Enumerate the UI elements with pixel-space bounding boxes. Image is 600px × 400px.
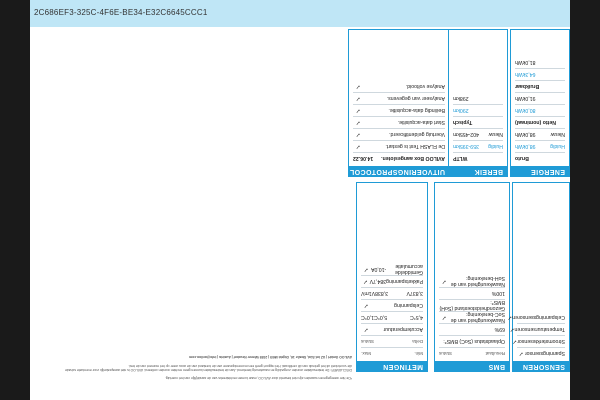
col-wltp: WLTP (453, 155, 468, 162)
check-icon: ✓ (363, 302, 369, 308)
bms-row: Nauwkeurigheid van de SoH-berekening: ✓ (439, 276, 505, 287)
section-energie: ENERGIE Bruto Huidig 98,0kWh Nieuw 98,0kWh Netto (nominaal) 80,0kWh 91,0kWh Bruikbaar 64,3kWh 81,0kWh (510, 29, 570, 177)
sensor-row: Stroomsterktesensor ✓ (517, 335, 565, 347)
check-icon: ✓ (512, 338, 518, 344)
bms-row: Gezondheidstoestand (SoH) BMS*: (439, 299, 505, 312)
section-title: UITVOERINGSPROTOCOL (349, 166, 449, 176)
protocol-row: De FLASH Test is gestart. ✓ (353, 140, 445, 152)
check-icon: ✓ (355, 143, 361, 149)
section-uitvoeringsprotocol (348, 29, 450, 177)
sensor-row: Temperatuursensoren ✓ (517, 323, 565, 335)
check-icon: ✓ (362, 278, 368, 284)
section-metingen: METINGEN Min. Max. Delta Status Accutemperatuur ✓ 4,5°C 5,0°C 1,0°C Celspanning ✓ 3,837V 3,838V 1mV Pakketspanning 384,7V ✓ Gemiddelde accumulatie -10,0A ✓ (356, 182, 428, 372)
section-title: METINGEN (357, 361, 427, 371)
section-title: BMS (435, 361, 509, 371)
disclaimer-block (62, 30, 352, 380)
section-title: ENERGIE (511, 166, 569, 176)
protocol-heading-row (353, 152, 445, 164)
company-footer: AVILOO GmbH | UZ Inf-Süd, Straße 16, Objekt M6/5 | 2355 Wiener Neudorf | Austria | info@aviloo.com (189, 355, 352, 360)
measurement-row: Gemiddelde accumulatie -10,0A ✓ (361, 264, 423, 275)
protocol-row: Analyseer van gegevens. ✓ (353, 92, 445, 104)
bms-row: Nauwkeurigheid van de SoC-berekening: ✓ (439, 311, 505, 323)
protocol-row: Analyse voltooid. ✓ (353, 81, 445, 92)
sensor-row: Spanningssensor ✓ (517, 347, 565, 359)
check-icon: ✓ (363, 326, 369, 332)
document-id: 2C686EF3-325C-4F6E-BE34-E32C6645CCC1 (34, 8, 208, 17)
protocol-row: Beëindig data-acquisitie. ✓ (353, 104, 445, 116)
col-typisch: Typisch (453, 119, 473, 126)
certificate-page (30, 0, 570, 400)
check-icon: ✓ (363, 266, 369, 272)
protocol-row: Voertuig geïdentificeerd. ✓ (353, 128, 445, 140)
bms-row: Oplaadstatus (SoC) BMS*: (439, 335, 505, 347)
check-icon: ✓ (507, 314, 513, 320)
check-icon: ✓ (509, 326, 515, 332)
section-title: SENSOREN (513, 361, 569, 371)
check-icon: ✓ (355, 119, 361, 125)
check-icon: ✓ (355, 131, 361, 137)
check-icon: ✓ (355, 95, 361, 101)
header-band (30, 0, 570, 27)
protocol-row: Start data-acquisitie. ✓ (353, 116, 445, 128)
check-icon: ✓ (518, 350, 524, 356)
measurement-row: Pakketspanning 384,7V ✓ (361, 275, 423, 287)
check-icon: ✓ (441, 314, 447, 320)
section-sensoren (507, 182, 570, 372)
sensor-row: Celspanningssensoren ✓ (507, 314, 565, 321)
measurement-row: Accutemperatuur ✓ (361, 323, 423, 335)
section-bereik: BEREIK WLTP Huidig 359-395km Nieuw 402-455km Typisch 290km 298km (448, 29, 508, 177)
protocol-heading: AVILOO Box aangesloten. (381, 155, 445, 162)
disclaimer-text: DISCLAIMER: De testresultaten worden zorgvuldig en nauwkeurig berekend. Aan de testresultaten kunnen geen rechten worden ontleend. AVILOO is niet aansprakelijk voor eventuele schade die voortvloeit uit het gebruik van dit certificaat. Het rapport geeft een momentopname van de toestand van de accu weer op het moment van de test. (65, 363, 352, 372)
measurement-row: Celspanning ✓ (361, 299, 423, 311)
protocol-date: 14.06.22 (353, 155, 374, 162)
check-icon: ✓ (355, 83, 361, 89)
section-title: BEREIK (449, 166, 507, 176)
check-icon: ✓ (355, 107, 361, 113)
section-bms: BMS Resultaat Status Oplaadstatus (SoC) BMS*: 69% Nauwkeurigheid van de SoC-berekening: ✓ Gezondheidstoestand (SoH) BMS*: 100% Nauwkeurigheid van de SoH-berekening: ✓ (434, 182, 510, 372)
footnote: *De hier weergegeven waarden zijn niet bewerkt door AVILOO, maar komen rechtstreeks van de aandrijflijn van het voertuig. (164, 376, 352, 380)
check-icon: ✓ (441, 278, 447, 284)
